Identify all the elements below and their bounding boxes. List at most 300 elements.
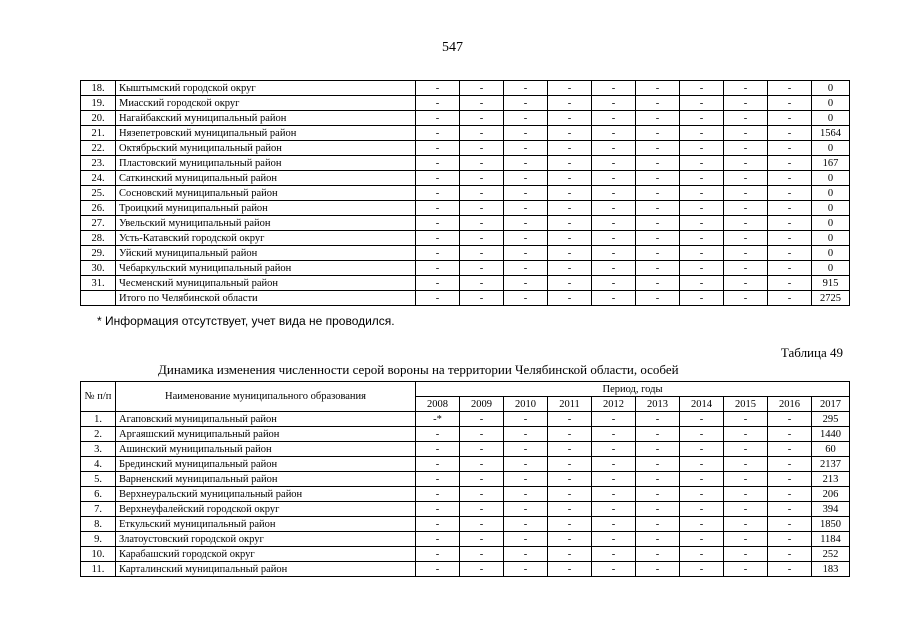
year-value-cell: - — [460, 291, 504, 306]
municipality-name: Карталинский муниципальный район — [116, 562, 416, 577]
year-value-cell: - — [768, 562, 812, 577]
year-value-cell: - — [680, 231, 724, 246]
year-value-cell: - — [636, 81, 680, 96]
year-value-cell: - — [416, 517, 460, 532]
year-value-cell: - — [636, 156, 680, 171]
year-value-cell: - — [680, 487, 724, 502]
year-value-cell: 0 — [812, 171, 850, 186]
year-value-cell: - — [460, 457, 504, 472]
year-value-cell: - — [724, 532, 768, 547]
table-row — [81, 201, 850, 216]
year-value-cell: - — [636, 246, 680, 261]
year-value-cell: - — [680, 472, 724, 487]
year-value-cell: 0 — [812, 111, 850, 126]
year-value-cell: - — [504, 261, 548, 276]
year-value-cell: - — [680, 427, 724, 442]
municipality-name: Еткульский муниципальный район — [116, 517, 416, 532]
year-value-cell: - — [416, 141, 460, 156]
row-number: 31. — [81, 276, 116, 291]
year-value-cell: - — [548, 517, 592, 532]
year-value-cell: - — [768, 442, 812, 457]
year-value-cell: 0 — [812, 201, 850, 216]
year-value-cell: - — [636, 126, 680, 141]
year-value-cell: - — [680, 457, 724, 472]
year-value-cell: - — [680, 96, 724, 111]
year-value-cell: - — [592, 532, 636, 547]
year-value-cell: - — [724, 231, 768, 246]
year-value-cell: 0 — [812, 246, 850, 261]
year-value-cell: - — [680, 111, 724, 126]
year-value-cell: - — [768, 171, 812, 186]
year-value-cell: - — [592, 472, 636, 487]
row-number: 11. — [81, 562, 116, 577]
year-value-cell: 0 — [812, 216, 850, 231]
year-value-cell: 60 — [812, 442, 850, 457]
year-value-cell: - — [416, 487, 460, 502]
year-value-cell: - — [636, 216, 680, 231]
year-value-cell: - — [636, 427, 680, 442]
municipality-name: Агаповский муниципальный район — [116, 412, 416, 427]
year-value-cell: - — [768, 141, 812, 156]
year-value-cell: - — [416, 261, 460, 276]
year-value-cell: 1564 — [812, 126, 850, 141]
year-value-cell: - — [460, 276, 504, 291]
year-value-cell: 0 — [812, 96, 850, 111]
year-value-cell: - — [768, 231, 812, 246]
year-value-cell: - — [680, 81, 724, 96]
year-value-cell: - — [548, 547, 592, 562]
table-row — [81, 246, 850, 261]
year-header: 2016 — [768, 397, 812, 412]
year-value-cell: - — [460, 81, 504, 96]
row-number: 1. — [81, 412, 116, 427]
year-value-cell: - — [768, 156, 812, 171]
year-value-cell: - — [636, 547, 680, 562]
year-value-cell: - — [504, 276, 548, 291]
year-value-cell: - — [636, 276, 680, 291]
year-value-cell: - — [724, 517, 768, 532]
year-value-cell: - — [548, 201, 592, 216]
municipality-name: Карабашский городской округ — [116, 547, 416, 562]
year-value-cell: - — [724, 171, 768, 186]
year-value-cell: - — [504, 216, 548, 231]
header-period: Период, годы — [416, 382, 850, 397]
year-value-cell: - — [592, 156, 636, 171]
year-value-cell: 1850 — [812, 517, 850, 532]
year-value-cell: - — [592, 186, 636, 201]
year-value-cell: 295 — [812, 412, 850, 427]
year-value-cell: - — [592, 412, 636, 427]
table-row — [81, 412, 850, 427]
year-value-cell: - — [680, 186, 724, 201]
year-value-cell: - — [768, 487, 812, 502]
year-value-cell: - — [680, 517, 724, 532]
year-value-cell: - — [548, 156, 592, 171]
year-value-cell: - — [636, 532, 680, 547]
year-value-cell: - — [548, 291, 592, 306]
municipality-name: Октябрьский муниципальный район — [116, 141, 416, 156]
year-value-cell: 183 — [812, 562, 850, 577]
municipality-name: Ашинский муниципальный район — [116, 442, 416, 457]
year-value-cell: - — [724, 412, 768, 427]
year-value-cell: - — [416, 111, 460, 126]
year-value-cell: - — [680, 291, 724, 306]
year-value-cell: - — [416, 562, 460, 577]
year-value-cell: - — [504, 81, 548, 96]
year-value-cell: - — [460, 442, 504, 457]
year-value-cell: - — [460, 246, 504, 261]
year-value-cell: - — [724, 141, 768, 156]
year-value-cell: - — [680, 532, 724, 547]
year-value-cell: - — [724, 96, 768, 111]
header-num: № п/п — [81, 382, 116, 412]
municipality-name: Нязепетровский муниципальный район — [116, 126, 416, 141]
year-value-cell: - — [680, 216, 724, 231]
year-value-cell: - — [548, 246, 592, 261]
year-header: 2009 — [460, 397, 504, 412]
year-value-cell: - — [680, 141, 724, 156]
year-value-cell: - — [504, 291, 548, 306]
year-value-cell: 394 — [812, 502, 850, 517]
year-value-cell: 167 — [812, 156, 850, 171]
year-value-cell: - — [548, 502, 592, 517]
year-value-cell: - — [724, 81, 768, 96]
year-value-cell: - — [504, 126, 548, 141]
year-value-cell: - — [548, 81, 592, 96]
year-value-cell: - — [460, 216, 504, 231]
year-value-cell: - — [592, 171, 636, 186]
row-number: 30. — [81, 261, 116, 276]
table-row — [81, 532, 850, 547]
year-value-cell: - — [504, 442, 548, 457]
year-value-cell: - — [548, 141, 592, 156]
year-value-cell: - — [636, 442, 680, 457]
year-value-cell: - — [636, 487, 680, 502]
year-value-cell: - — [460, 141, 504, 156]
table-row — [81, 547, 850, 562]
year-value-cell: - — [768, 427, 812, 442]
year-value-cell: - — [768, 457, 812, 472]
year-value-cell: 252 — [812, 547, 850, 562]
table-row — [81, 457, 850, 472]
year-value-cell: 0 — [812, 231, 850, 246]
year-header: 2017 — [812, 397, 850, 412]
table-row — [81, 427, 850, 442]
year-value-cell: - — [416, 276, 460, 291]
table-row — [81, 487, 850, 502]
year-value-cell: - — [768, 126, 812, 141]
page-number: 547 — [442, 40, 463, 55]
row-number: 26. — [81, 201, 116, 216]
year-value-cell: - — [416, 81, 460, 96]
year-value-cell: - — [768, 532, 812, 547]
year-value-cell: - — [768, 81, 812, 96]
population-table-continued — [80, 80, 850, 306]
year-value-cell: - — [416, 156, 460, 171]
municipality-name: Кыштымский городской округ — [116, 81, 416, 96]
year-header: 2014 — [680, 397, 724, 412]
year-header: 2010 — [504, 397, 548, 412]
row-number: 9. — [81, 532, 116, 547]
municipality-name: Усть-Катавский городской округ — [116, 231, 416, 246]
year-value-cell: - — [768, 216, 812, 231]
year-value-cell: - — [504, 457, 548, 472]
year-value-cell: - — [724, 502, 768, 517]
row-number: 7. — [81, 502, 116, 517]
year-value-cell: - — [680, 156, 724, 171]
year-value-cell: - — [416, 547, 460, 562]
municipality-name: Пластовский муниципальный район — [116, 156, 416, 171]
year-value-cell: - — [548, 276, 592, 291]
municipality-name: Чесменский муниципальный район — [116, 276, 416, 291]
year-header: 2008 — [416, 397, 460, 412]
year-value-cell: - — [636, 502, 680, 517]
year-value-cell: - — [460, 126, 504, 141]
year-value-cell: - — [636, 562, 680, 577]
row-number: 4. — [81, 457, 116, 472]
row-number: 3. — [81, 442, 116, 457]
year-value-cell: - — [460, 472, 504, 487]
year-value-cell: - — [504, 532, 548, 547]
municipality-name: Верхнеуральский муниципальный район — [116, 487, 416, 502]
year-value-cell: - — [592, 487, 636, 502]
year-value-cell: 1440 — [812, 427, 850, 442]
year-value-cell: - — [504, 201, 548, 216]
year-value-cell: - — [416, 216, 460, 231]
year-value-cell: - — [460, 547, 504, 562]
year-value-cell: - — [636, 261, 680, 276]
table-row — [81, 231, 850, 246]
year-value-cell: - — [592, 126, 636, 141]
year-value-cell: - — [548, 427, 592, 442]
year-value-cell: - — [460, 487, 504, 502]
year-value-cell: 213 — [812, 472, 850, 487]
row-number: 2. — [81, 427, 116, 442]
table-row — [81, 502, 850, 517]
year-value-cell: - — [416, 427, 460, 442]
year-value-cell: - — [460, 186, 504, 201]
year-value-cell: - — [636, 171, 680, 186]
year-value-cell: - — [416, 442, 460, 457]
year-value-cell: - — [724, 291, 768, 306]
year-value-cell: - — [680, 201, 724, 216]
header-name: Наименование муниципального образования — [116, 382, 416, 412]
year-value-cell: - — [460, 502, 504, 517]
year-value-cell: - — [724, 487, 768, 502]
year-value-cell: - — [548, 171, 592, 186]
year-value-cell: - — [504, 231, 548, 246]
municipality-name: Верхнеуфалейский городской округ — [116, 502, 416, 517]
row-number: 27. — [81, 216, 116, 231]
year-value-cell: - — [768, 261, 812, 276]
year-value-cell: - — [548, 532, 592, 547]
table-row — [81, 517, 850, 532]
row-number: 19. — [81, 96, 116, 111]
year-value-cell: - — [592, 246, 636, 261]
row-number: 20. — [81, 111, 116, 126]
row-number — [81, 291, 116, 306]
grey-crow-population-table — [80, 381, 850, 577]
year-value-cell: - — [724, 156, 768, 171]
year-value-cell: 0 — [812, 186, 850, 201]
year-value-cell: - — [504, 186, 548, 201]
year-value-cell: - — [504, 502, 548, 517]
year-value-cell: - — [768, 246, 812, 261]
year-value-cell: - — [724, 276, 768, 291]
year-value-cell: - — [724, 427, 768, 442]
year-header: 2012 — [592, 397, 636, 412]
table-title: Динамика изменения численности серой вороны на территории Челябинской области, особей — [158, 362, 679, 377]
year-value-cell: - — [724, 216, 768, 231]
year-value-cell: - — [416, 532, 460, 547]
year-value-cell: - — [768, 291, 812, 306]
row-number: 23. — [81, 156, 116, 171]
row-number: 8. — [81, 517, 116, 532]
year-value-cell: - — [636, 412, 680, 427]
year-value-cell: - — [724, 126, 768, 141]
municipality-name: Увельский муниципальный район — [116, 216, 416, 231]
year-value-cell: - — [460, 171, 504, 186]
year-value-cell: - — [548, 472, 592, 487]
year-value-cell: - — [416, 502, 460, 517]
year-value-cell: - — [460, 517, 504, 532]
year-value-cell: - — [592, 291, 636, 306]
year-value-cell: - — [548, 261, 592, 276]
table-row — [81, 111, 850, 126]
year-value-cell: 1184 — [812, 532, 850, 547]
row-number: 10. — [81, 547, 116, 562]
year-value-cell: - — [548, 457, 592, 472]
year-value-cell: - — [592, 442, 636, 457]
year-value-cell: - — [416, 126, 460, 141]
year-value-cell: - — [724, 547, 768, 562]
municipality-name: Миасский городской округ — [116, 96, 416, 111]
year-value-cell: - — [636, 111, 680, 126]
year-value-cell: - — [592, 517, 636, 532]
municipality-name: Брединский муниципальный район — [116, 457, 416, 472]
year-value-cell: 0 — [812, 141, 850, 156]
year-value-cell: - — [504, 562, 548, 577]
year-value-cell: - — [592, 547, 636, 562]
year-value-cell: - — [548, 487, 592, 502]
year-value-cell: - — [636, 291, 680, 306]
year-value-cell: - — [416, 186, 460, 201]
year-value-cell: 2725 — [812, 291, 850, 306]
year-value-cell: - — [504, 412, 548, 427]
year-value-cell: - — [548, 412, 592, 427]
year-value-cell: - — [724, 457, 768, 472]
year-value-cell: - — [416, 171, 460, 186]
year-value-cell: - — [504, 517, 548, 532]
row-number: 25. — [81, 186, 116, 201]
year-value-cell: - — [504, 487, 548, 502]
table-row — [81, 81, 850, 96]
year-value-cell: - — [592, 141, 636, 156]
table-row — [81, 291, 850, 306]
year-value-cell: - — [680, 246, 724, 261]
year-value-cell: - — [768, 547, 812, 562]
year-value-cell: - — [416, 291, 460, 306]
row-number: 28. — [81, 231, 116, 246]
year-value-cell: - — [416, 472, 460, 487]
year-value-cell: - — [768, 96, 812, 111]
year-value-cell: - — [768, 186, 812, 201]
year-value-cell: - — [724, 562, 768, 577]
row-number: 18. — [81, 81, 116, 96]
table-row — [81, 156, 850, 171]
table-row — [81, 562, 850, 577]
municipality-name: Сосновский муниципальный район — [116, 186, 416, 201]
year-value-cell: - — [592, 96, 636, 111]
row-number: 24. — [81, 171, 116, 186]
municipality-name: Варненский муниципальный район — [116, 472, 416, 487]
year-value-cell: - — [636, 472, 680, 487]
year-value-cell: -* — [416, 412, 460, 427]
table-row — [81, 261, 850, 276]
table-row — [81, 171, 850, 186]
table-row — [81, 141, 850, 156]
year-value-cell: - — [460, 427, 504, 442]
row-number: 22. — [81, 141, 116, 156]
year-value-cell: - — [768, 412, 812, 427]
year-value-cell: - — [548, 231, 592, 246]
year-value-cell: - — [460, 532, 504, 547]
row-number: 6. — [81, 487, 116, 502]
year-value-cell: - — [504, 96, 548, 111]
year-value-cell: 206 — [812, 487, 850, 502]
year-value-cell: 2137 — [812, 457, 850, 472]
year-header: 2013 — [636, 397, 680, 412]
year-value-cell: - — [416, 457, 460, 472]
year-value-cell: 915 — [812, 276, 850, 291]
year-value-cell: - — [460, 231, 504, 246]
year-value-cell: - — [724, 261, 768, 276]
year-value-cell: - — [592, 502, 636, 517]
year-value-cell: - — [768, 517, 812, 532]
year-value-cell: - — [504, 171, 548, 186]
table-row — [81, 186, 850, 201]
municipality-name: Уйский муниципальный район — [116, 246, 416, 261]
year-value-cell: - — [592, 427, 636, 442]
year-value-cell: - — [768, 201, 812, 216]
table-row — [81, 442, 850, 457]
year-value-cell: - — [592, 276, 636, 291]
year-value-cell: - — [680, 502, 724, 517]
table-row — [81, 96, 850, 111]
year-value-cell: - — [724, 186, 768, 201]
year-value-cell: - — [592, 261, 636, 276]
municipality-name: Саткинский муниципальный район — [116, 171, 416, 186]
year-value-cell: - — [680, 562, 724, 577]
year-value-cell: - — [724, 111, 768, 126]
municipality-name: Нагайбакский муниципальный район — [116, 111, 416, 126]
year-value-cell: - — [768, 276, 812, 291]
row-number: 21. — [81, 126, 116, 141]
year-value-cell: - — [548, 186, 592, 201]
year-value-cell: - — [680, 171, 724, 186]
year-value-cell: - — [548, 216, 592, 231]
year-value-cell: - — [504, 547, 548, 562]
municipality-name: Итого по Челябинской области — [116, 291, 416, 306]
year-value-cell: - — [636, 457, 680, 472]
year-value-cell: - — [504, 111, 548, 126]
year-value-cell: - — [504, 427, 548, 442]
year-value-cell: - — [504, 472, 548, 487]
year-value-cell: - — [680, 547, 724, 562]
year-value-cell: - — [548, 126, 592, 141]
year-value-cell: 0 — [812, 261, 850, 276]
year-value-cell: - — [416, 246, 460, 261]
